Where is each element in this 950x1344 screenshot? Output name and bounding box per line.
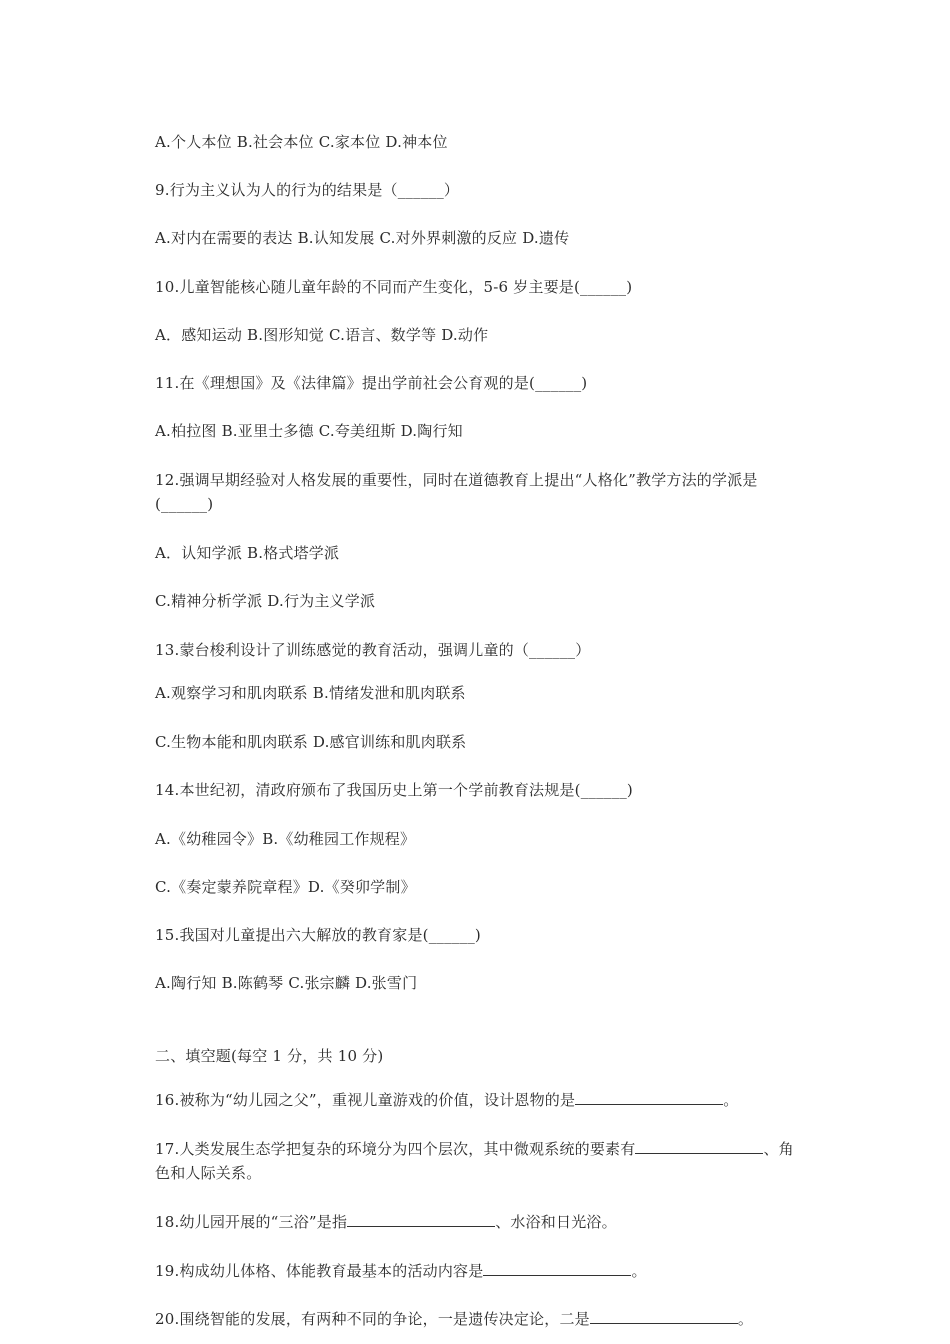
q17-fill	[155, 1137, 805, 1185]
q16-end: 。	[723, 1091, 739, 1109]
q18-end: 、水浴和日光浴。	[495, 1213, 617, 1231]
q14-question: 14.本世纪初，清政府颁布了我国历史上第一个学前教育法规是(______)	[155, 781, 633, 799]
q9-options: A.对内在需要的表达 B.认知发展 C.对外界刺激的反应 D.遗传	[155, 229, 570, 247]
q8-options: A.个人本位 B.社会本位 C.家本位 D.神本位	[155, 133, 448, 151]
q20-text: 20.围绕智能的发展，有两种不同的争论，一是遗传决定论，二是	[155, 1310, 590, 1328]
q17-text: 17.人类发展生态学把复杂的环境分为四个层次，其中微观系统的要素有	[155, 1140, 636, 1158]
q12-options-ab: A．认知学派 B.格式塔学派	[155, 544, 340, 562]
q19-end: 。	[631, 1262, 647, 1280]
q15-options: A.陶行知 B.陈鹤琴 C.张宗麟 D.张雪门	[155, 974, 418, 992]
q10-options: A．感知运动 B.图形知觉 C.语言、数学等 D.动作	[155, 326, 489, 344]
q19-fill	[155, 1259, 815, 1283]
q13-question: 13.蒙台梭利设计了训练感觉的教育活动，强调儿童的（______）	[155, 641, 591, 659]
q12-options-cd: C.精神分析学派 D.行为主义学派	[155, 592, 376, 610]
q19-blank	[483, 1261, 631, 1276]
q18-fill	[155, 1210, 815, 1234]
q16-fill	[155, 1088, 815, 1112]
q11-question: 11.在《理想国》及《法律篇》提出学前社会公育观的是(______)	[155, 374, 588, 392]
q18-blank	[347, 1212, 495, 1227]
q17-blank	[635, 1139, 763, 1154]
section-heading-fill-in: 二、填空题(每空 1 分，共 10 分)	[155, 1047, 384, 1065]
q19-text: 19.构成幼儿体格、体能教育最基本的活动内容是	[155, 1262, 484, 1280]
q15-question: 15.我国对儿童提出六大解放的教育家是(______)	[155, 926, 481, 944]
q17-end: 、角色和人际关系。	[155, 1140, 794, 1182]
q9-question: 9.行为主义认为人的行为的结果是（______）	[155, 181, 460, 199]
q20-blank	[590, 1309, 738, 1324]
q20-fill	[155, 1307, 815, 1331]
q20-end: 。	[737, 1310, 754, 1328]
q16-blank	[575, 1090, 723, 1105]
q13-options-cd: C.生物本能和肌肉联系 D.感官训练和肌肉联系	[155, 733, 467, 751]
q18-text: 18.幼儿园开展的“三浴”是指	[155, 1213, 348, 1231]
q14-options-ab: A.《幼稚园令》B.《幼稚园工作规程》	[155, 830, 416, 848]
q14-options-cd: C.《奏定蒙养院章程》D.《癸卯学制》	[155, 878, 416, 896]
q11-options: A.柏拉图 B.亚里士多德 C.夸美纽斯 D.陶行知	[155, 422, 463, 440]
q13-options-ab: A.观察学习和肌肉联系 B.情绪发泄和肌肉联系	[155, 684, 466, 702]
q12-question: 12.强调早期经验对人格发展的重要性，同时在道德教育上提出“人格化”教学方法的学派是(______)	[155, 471, 758, 513]
q10-question: 10.儿童智能核心随儿童年龄的不同而产生变化，5-6 岁主要是(______)	[155, 278, 633, 296]
q16-text: 16.被称为“幼儿园之父”，重视儿童游戏的价值，设计恩物的是	[155, 1091, 576, 1109]
